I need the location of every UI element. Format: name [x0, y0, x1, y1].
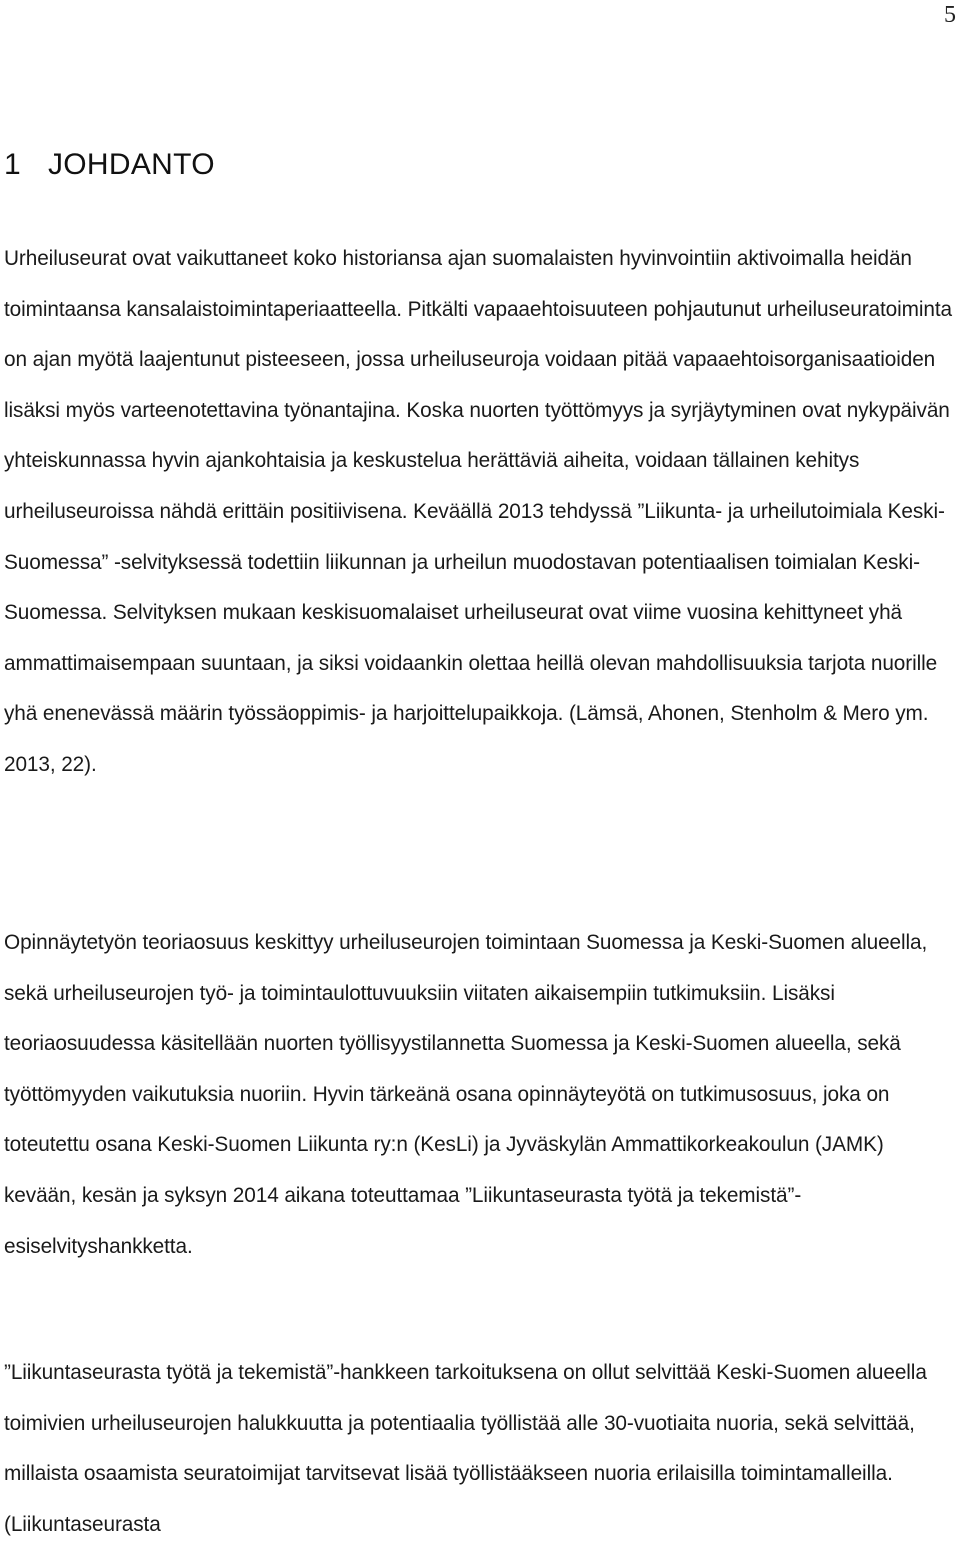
chapter-title: JOHDANTO [48, 148, 215, 181]
paragraph-intro: Urheiluseurat ovat vaikuttaneet koko historiansa ajan suomalaisten hyvinvointiin aktivoimalla heidän toimintaansa kansalaistoimintaperiaatteella. Pitkälti vapaaehtoisuuteen pohjautunut urheiluseuratoiminta on ajan myötä laajentunut pisteeseen, jossa urheiluseuroja voidaan pitää vapaaehtoisorganisaatioiden lisäksi myös varteenotettavina työnantajina. Koska nuorten työttömyys ja syrjäytyminen ovat nykypäivän yhteiskunnassa hyvin ajankohtaisia ja keskustelua herättäviä aiheita, voidaan tällainen kehitys urheiluseuroissa nähdä erittäin positiivisena. Keväällä 2013 tehdyssä ”Liikunta- ja urheilutoimiala Keski-Suomessa” -selvityksessä todettiin liikunnan ja urheilun muodostavan potentiaalisen toimialan Keski-Suomessa. Selvityksen mukaan keskisuomalaiset urheiluseurat ovat viime vuosina kehittyneet yhä ammattimaisempaan suuntaan, ja siksi voidaankin olettaa heillä olevan mahdollisuuksia tarjota nuorille yhä enenevässä määrin työssäoppimis- ja harjoittelupaikkoja. (Lämsä, Ahonen, Stenholm & Mero ym. 2013, 22). [4, 247, 953, 776]
paragraph-thesis-scope: Opinnäytetyön teoriaosuus keskittyy urheiluseurojen toimintaan Suomessa ja Keski-Suomen alueella, sekä urheiluseurojen työ- ja toimintaulottuvuuksiin viitaten aikaisempiin tutkimuksiin. Lisäksi teoriaosuudessa käsitellään nuorten työllisyystilannetta Suomessa ja Keski-Suomen alueella, sekä työttömyyden vaikutuksia nuoriin. Hyvin tärkeänä osana opinnäyteyötä on tutkimusosuus, joka on toteutettu osana Keski-Suomen Liikunta ry:n (KesLi) ja Jyväskylän Ammattikorkeakoulun (JAMK) kevään, kesän ja syksyn 2014 aikana toteuttamaa ”Liikuntaseurasta työtä ja tekemistä”-esiselvityshankketta. [4, 931, 928, 1258]
chapter-number: 1 [4, 148, 21, 181]
chapter-heading [4, 148, 215, 182]
paragraph-project-purpose: ”Liikuntaseurasta työtä ja tekemistä”-hankkeen tarkoituksena on ollut selvittää Keski-Suomen alueella toimivien urheiluseurojen halukkuutta ja potentiaalia työllistää alle 30-vuotiaita nuoria, sekä selvittää, millaista osaamista seuratoimijat tarvitsevat lisää työllistääkseen nuoria erilaisilla toimintamalleilla. (Liikuntaseurasta [4, 1361, 927, 1536]
page-number: 5 [944, 2, 956, 28]
